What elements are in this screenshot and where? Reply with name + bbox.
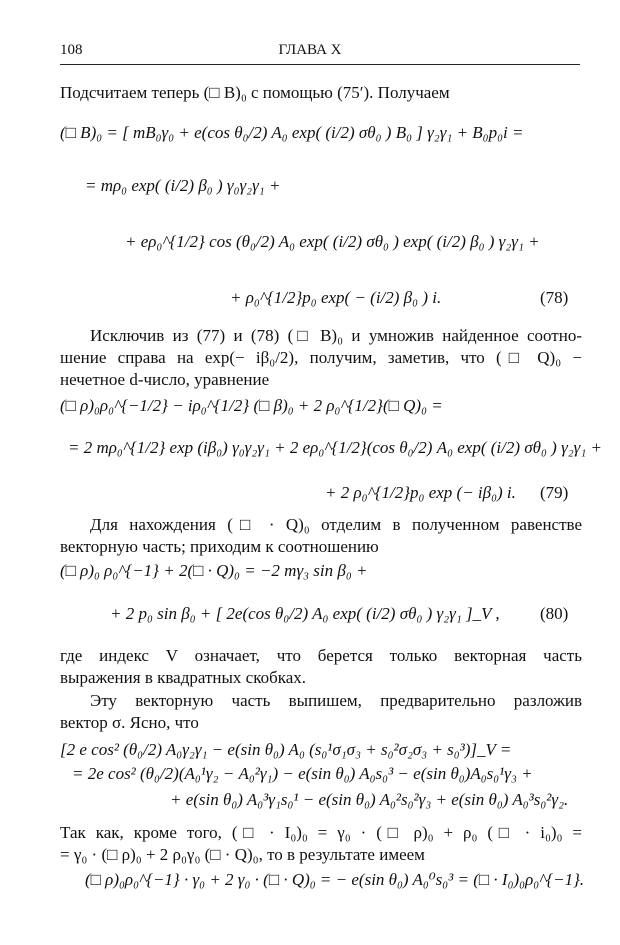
equation-number: (80) — [540, 604, 569, 623]
equation-line: = mρ₀ exp( (i/2) β₀ ) γ₀γ₂γ₁ + — [85, 176, 281, 195]
text-line: Так как, кроме того, (□ · I₀)₀ = γ₀ · (□ ρ)₀ + ρ₀ (□ · i₀)₀ = — [60, 823, 582, 842]
text-line: нечетное d-число, уравнение — [60, 370, 270, 389]
text-line: выражения в квадратных скобках. — [60, 668, 307, 687]
equation-line: (□ ρ)₀ρ₀^{−1} · γ₀ + 2 γ₀ · (□ · Q)₀ = − e(sin θ₀) A₀⁰s₀³ = (□ · I₀)₀ρ₀^{−1}. — [85, 870, 585, 889]
equation-line: + 2 ρ₀^{1/2}p₀ exp (− iβ₀) i. — [325, 483, 516, 502]
equation-line: [2 e cos² (θ₀/2) A₀γ₂γ₁ − e(sin θ₀) A₀ (s₀¹σ₁σ₃ + s₀²σ₂σ₃ + s₀³)]_V = — [60, 740, 512, 759]
equation-line: + 2 p₀ sin β₀ + [ 2e(cos θ₀/2) A₀ exp( (i/2) σθ₀ ) γ₂γ₁ ]_V , — [110, 604, 500, 623]
equation-line: + ρ₀^{1/2}p₀ exp( − (i/2) β₀ ) i. — [230, 288, 442, 307]
text-line: Исключив из (77) и (78) (□ B)₀ и умножив найденное соотно- — [90, 326, 582, 345]
equation-line: (□ ρ)₀ ρ₀^{−1} + 2(□ · Q)₀ = −2 mγ₃ sin β₀ + — [60, 561, 368, 580]
equation-line: = 2 mρ₀^{1/2} exp (iβ₀) γ₀γ₂γ₁ + 2 eρ₀^{1/2}(cos θ₀/2) A₀ exp( (i/2) σθ₀ ) γ₂γ₁ + — [68, 438, 603, 457]
header-rule — [60, 64, 580, 65]
equation-line: (□ ρ)₀ρ₀^{−1/2} − iρ₀^{1/2} (□ β)₀ + 2 ρ₀^{1/2}(□ Q)₀ = — [60, 396, 443, 415]
running-header: ГЛАВА X — [278, 42, 342, 58]
text-line: векторную часть; приходим к соотношению — [60, 537, 379, 556]
text-line: Подсчитаем теперь (□ B)₀ с помощью (75′). Получаем — [60, 83, 450, 102]
text-line: вектор σ. Ясно, что — [60, 713, 199, 732]
equation-line: + eρ₀^{1/2} cos (θ₀/2) A₀ exp( (i/2) σθ₀ ) exp( (i/2) β₀ ) γ₂γ₁ + — [125, 232, 540, 251]
equation-line: + e(sin θ₀) A₀³γ₁s₀¹ − e(sin θ₀) A₀²s₀²γ₃ + e(sin θ₀) A₀³s₀²γ₂. — [170, 790, 569, 809]
equation-line: (□ B)₀ = [ mB₀γ₀ + e(cos θ₀/2) A₀ exp( (i/2) σθ₀ ) B₀ ] γ₂γ₁ + B₀p₀i = — [60, 123, 524, 142]
text-line: Для нахождения (□ · Q)₀ отделим в полученном равенстве — [90, 515, 582, 534]
text-line: Эту векторную часть выпишем, предварительно разложив — [90, 691, 582, 710]
equation-line: = 2e cos² (θ₀/2)(A₀¹γ₂ − A₀²γ₁) − e(sin θ₀) A₀s₀³ − e(sin θ₀)A₀s₀¹γ₃ + — [72, 764, 533, 783]
text-line: где индекс V означает, что берется только векторная часть — [60, 646, 582, 665]
text-line: = γ₀ · (□ ρ)₀ + 2 ρ₀γ₀ (□ · Q)₀, то в результате имеем — [60, 845, 425, 864]
text-line: шение справа на exp(− iβ₀/2), получим, заметив, что (□ Q)₀ − — [60, 348, 582, 367]
page-number: 108 — [60, 42, 83, 58]
equation-number: (79) — [540, 483, 569, 502]
equation-number: (78) — [540, 288, 569, 307]
